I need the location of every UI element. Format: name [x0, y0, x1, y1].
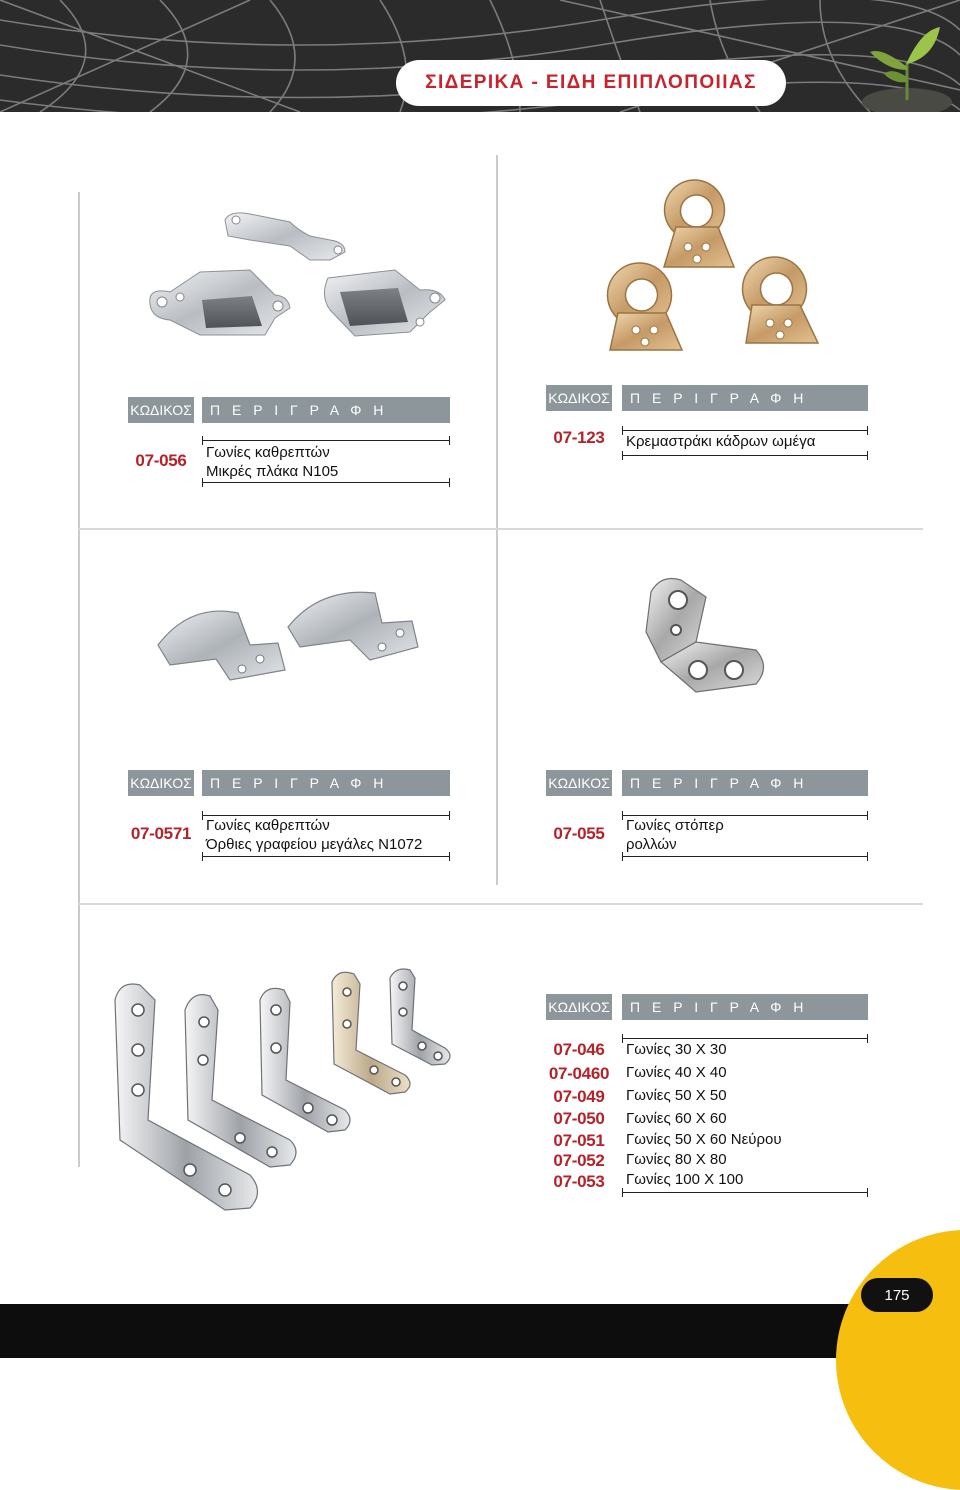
page-header [0, 0, 960, 112]
product-desc-3-line-2: Όρθιες γραφείου μεγάλες Ν1072 [206, 836, 423, 853]
row-divider-2 [78, 903, 923, 905]
picture-hangers-image [600, 175, 840, 360]
row-divider-1 [78, 528, 923, 530]
bracket-code-2: 07-0460 [548, 1064, 610, 1083]
code-header-3: ΚΩΔΙΚΟΣ [128, 770, 194, 796]
code-header-2: ΚΩΔΙΚΟΣ [546, 385, 612, 411]
product-desc-4-line-1: Γωνίες στόπερ [626, 817, 724, 834]
product-desc-4-line-2: ρολλών [626, 836, 677, 853]
product-code-3: 07-0571 [130, 824, 192, 843]
code-header-5: ΚΩΔΙΚΟΣ [546, 994, 612, 1020]
bracket-desc-4: Γωνίες 60 Χ 60 [626, 1110, 727, 1127]
bracket-desc-3: Γωνίες 50 Χ 50 [626, 1087, 727, 1104]
product-code-4: 07-055 [553, 824, 605, 843]
bracket-desc-2: Γωνίες 40 Χ 40 [626, 1064, 727, 1081]
rule-top-5 [622, 1038, 868, 1039]
bracket-desc-6: Γωνίες 80 Χ 80 [626, 1151, 727, 1168]
code-header-1: ΚΩΔΙΚΟΣ [128, 397, 194, 423]
middle-vertical-divider [496, 155, 498, 885]
description-header-5: Π Ε Ρ Ι Γ Ρ Α Φ Η [622, 994, 868, 1020]
product-desc-1-line-1: Γωνίες καθρεπτών [206, 444, 330, 461]
bracket-desc-5: Γωνίες 50 Χ 60 Νεύρου [626, 1131, 782, 1148]
yellow-corner-circle [836, 1230, 960, 1490]
rule-bottom-5 [622, 1192, 868, 1193]
page-number: 175 [861, 1278, 933, 1312]
bracket-code-7: 07-053 [553, 1172, 605, 1191]
description-header-3: Π Ε Ρ Ι Γ Ρ Α Φ Η [202, 770, 450, 796]
product-desc-1-line-2: Μικρές πλάκα Ν105 [206, 463, 339, 480]
bracket-desc-7: Γωνίες 100 Χ 100 [626, 1171, 744, 1188]
bracket-code-4: 07-050 [553, 1109, 605, 1128]
mirror-corner-plates-small-image [140, 200, 460, 350]
product-code-1: 07-056 [135, 451, 187, 470]
description-header-4: Π Ε Ρ Ι Γ Ρ Α Φ Η [622, 770, 868, 796]
bracket-code-3: 07-049 [553, 1087, 605, 1106]
rule-top-2 [622, 430, 868, 431]
rule-bottom-1 [202, 482, 450, 483]
rule-bottom-2 [622, 455, 868, 456]
rule-bottom-4 [622, 856, 868, 857]
rule-top-1 [202, 440, 450, 441]
bracket-code-6: 07-052 [553, 1151, 605, 1170]
description-header-2: Π Ε Ρ Ι Γ Ρ Α Φ Η [622, 385, 868, 411]
bracket-code-1: 07-046 [553, 1040, 605, 1059]
description-header-1: Π Ε Ρ Ι Γ Ρ Α Φ Η [202, 397, 450, 423]
left-vertical-divider [78, 192, 80, 1167]
product-desc-2-line-1: Κρεμαστράκι κάδρων ωμέγα [626, 433, 816, 450]
roller-stopper-corner-image [636, 572, 776, 702]
footer-bar [0, 1304, 960, 1358]
mirror-corners-upright-image [150, 585, 430, 695]
bracket-code-5: 07-051 [553, 1131, 605, 1150]
rule-bottom-3 [202, 856, 450, 857]
code-header-4: ΚΩΔΙΚΟΣ [546, 770, 612, 796]
page-title: ΣΙΔΕΡΙΚΑ - ΕΙΔΗ ΕΠΙΠΛΟΠΟΙΙΑΣ [396, 60, 786, 106]
plant-logo-icon [852, 22, 952, 112]
product-desc-3-line-1: Γωνίες καθρεπτών [206, 817, 330, 834]
product-code-2: 07-123 [553, 428, 605, 447]
bracket-desc-1: Γωνίες 30 Χ 30 [626, 1041, 727, 1058]
corner-brackets-image [100, 960, 460, 1220]
